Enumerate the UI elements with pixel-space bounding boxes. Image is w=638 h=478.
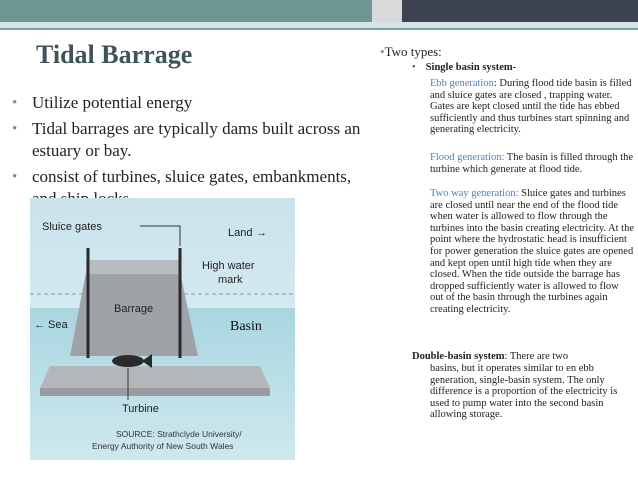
top-decoration-bar xyxy=(0,0,638,22)
label-sluice-gates: Sluice gates xyxy=(42,221,102,233)
flood-generation-label: Flood generation: xyxy=(430,152,505,163)
label-sea: Sea xyxy=(48,319,68,331)
two-way-generation-paragraph: Two way generation: Sluice gates and turbines are closed until near the end of the flood tide when water is allowed to flow through the turbines into the basin creating electricity. At the point where the hydrostatic head is insufficient for power generation the sluice gates are opened and kept open until high tide when they are closed. When the tide outside the barrage has dropped sufficiently water is allowed to flow out of the basin through the turbines again creating electricity. xyxy=(430,188,635,315)
slide-title: Tidal Barrage xyxy=(36,40,193,69)
label-source-2: Energy Authority of New South Wales xyxy=(92,441,234,451)
bullet-dot-icon: • xyxy=(12,121,18,137)
ebb-generation-paragraph: Ebb generation: During flood tide basin is filled and sluice gates are closed , trapping water. Gates are kept closed until the tide has ebbed sufficiently and thus turbines start spinning and generating electricity. xyxy=(430,78,632,136)
bullet-item: • Utilize potential energy xyxy=(12,93,193,112)
double-basin-first-line: : There are two xyxy=(504,351,569,362)
basin-label: Basin xyxy=(230,319,262,334)
top-bar-teal-segment xyxy=(0,0,372,22)
label-source-1: SOURCE: Strathclyde University/ xyxy=(116,429,242,439)
land-arrow-icon: → xyxy=(256,227,267,239)
label-high-water-1: High water xyxy=(202,260,255,272)
barrage-base-shadow xyxy=(40,388,270,396)
turbine-shape xyxy=(112,355,144,367)
sea-arrow-icon: ← xyxy=(34,319,45,331)
label-turbine: Turbine xyxy=(122,403,159,415)
label-land: Land xyxy=(228,227,253,239)
bullet-item: • Tidal barrages are typically dams built across an estuary or bay. xyxy=(12,119,361,160)
bullet-dot-icon: • xyxy=(12,95,18,111)
two-types-heading: •Two types: xyxy=(380,44,442,59)
bullet-list xyxy=(12,92,362,214)
ebb-generation-label: Ebb generation xyxy=(430,78,494,89)
barrage-base xyxy=(40,366,270,388)
double-basin-paragraph: basins, but it operates similar to en ebb generation, single-basin system. The only difference is a proportion of the electricity is used to pump water into the second basin allowing storage. xyxy=(430,363,618,421)
label-barrage: Barrage xyxy=(114,303,154,315)
barrage-top xyxy=(86,260,180,274)
two-way-generation-label: Two way generation: xyxy=(430,188,519,199)
single-basin-heading: • Single basin system- xyxy=(412,62,517,73)
label-high-water-2: mark xyxy=(218,274,243,286)
top-bar-gray-segment xyxy=(372,0,402,22)
top-accent-line xyxy=(0,28,638,30)
flood-generation-paragraph: Flood generation: The basin is filled through the turbine which generate at flood tide. xyxy=(430,152,634,175)
double-basin-heading: Double-basin system: There are two xyxy=(412,351,569,362)
bullet-dot-icon: • xyxy=(412,62,416,73)
top-bar-dark-segment xyxy=(402,0,638,22)
bullet-dot-icon: • xyxy=(12,169,18,185)
bullet-item: • consist of turbines, sluice gates, embankments, xyxy=(12,167,352,186)
bullet-dot-icon: • xyxy=(380,44,385,59)
